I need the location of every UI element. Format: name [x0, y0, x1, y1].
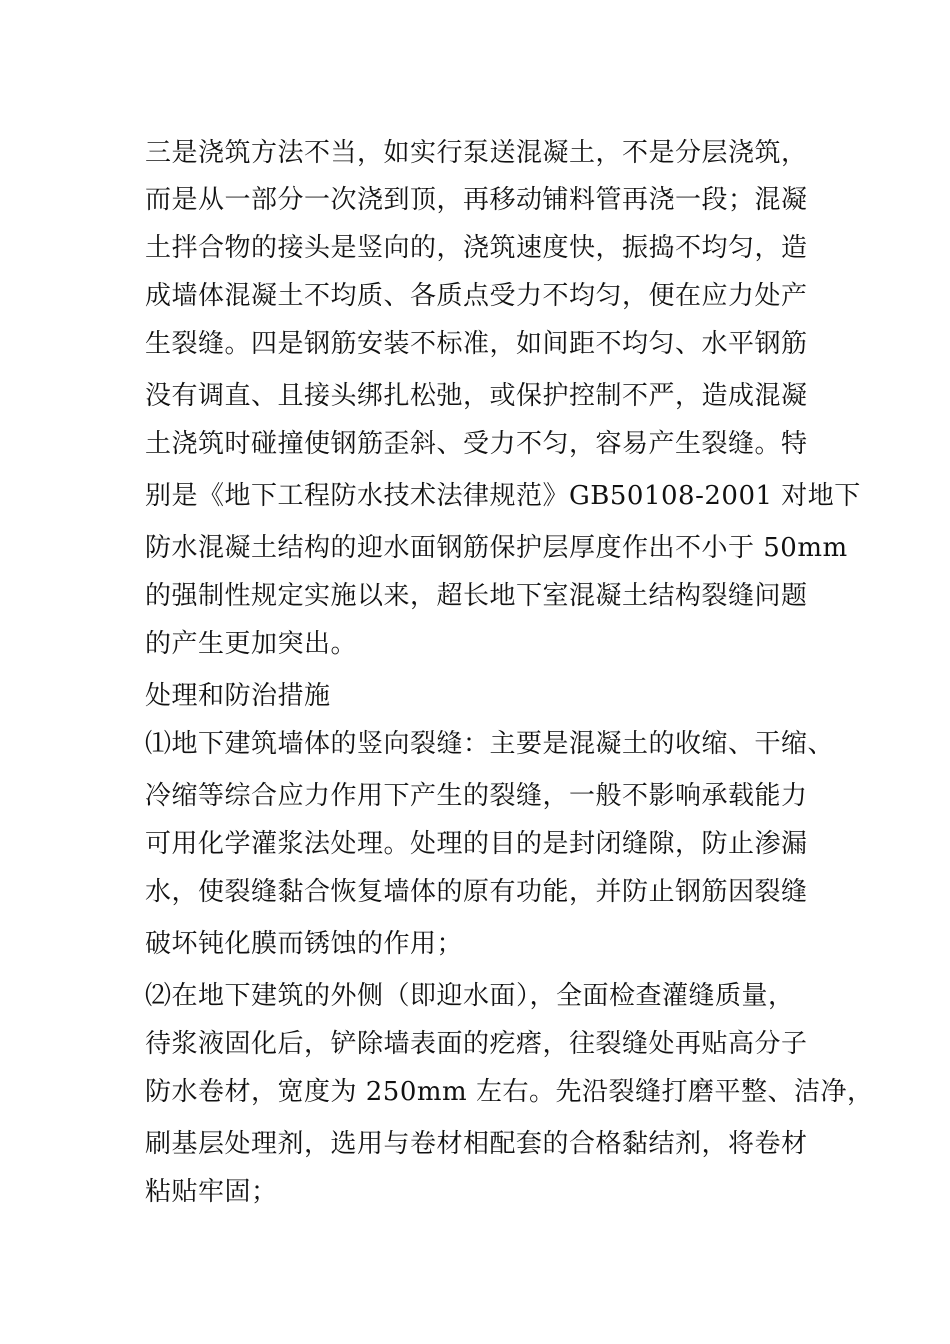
- text-line: 防水混凝土结构的迎水面钢筋保护层厚度作出不小于 50mm: [145, 533, 848, 563]
- text-line: 的产生更加突出。: [145, 629, 358, 659]
- section-heading: 处理和防治措施: [145, 681, 331, 711]
- text-line: 土拌合物的接头是竖向的，浇筑速度快，振捣不均匀，造: [145, 233, 808, 263]
- text-line: 待浆液固化后，铲除墙表面的疙瘩，往裂缝处再贴高分子: [145, 1029, 808, 1059]
- text-line: 三是浇筑方法不当，如实行泵送混凝土，不是分层浇筑，: [145, 138, 808, 168]
- text-line: 的强制性规定实施以来，超长地下室混凝土结构裂缝问题: [145, 581, 808, 611]
- text-line: 土浇筑时碰撞使钢筋歪斜、受力不匀，容易产生裂缝。特: [145, 429, 808, 459]
- text-line: 而是从一部分一次浇到顶，再移动铺料管再浇一段；混凝: [145, 185, 808, 215]
- text-line: 生裂缝。四是钢筋安装不标准，如间距不均匀、水平钢筋: [145, 329, 808, 359]
- text-line: 刷基层处理剂，选用与卷材相配套的合格黏结剂，将卷材: [145, 1129, 808, 1159]
- text-line: 可用化学灌浆法处理。处理的目的是封闭缝隙，防止渗漏: [145, 829, 808, 859]
- text-line: 破坏钝化膜而锈蚀的作用；: [145, 929, 464, 959]
- text-line: 防水卷材，宽度为 250mm 左右。先沿裂缝打磨平整、洁净，: [145, 1077, 874, 1107]
- text-line: 冷缩等综合应力作用下产生的裂缝，一般不影响承载能力: [145, 781, 808, 811]
- list-item-2: ⑵在地下建筑的外侧（即迎水面），全面检查灌缝质量，: [145, 981, 795, 1011]
- text-line: 粘贴牢固；: [145, 1177, 278, 1207]
- text-line: 水，使裂缝黏合恢复墙体的原有功能，并防止钢筋因裂缝: [145, 877, 808, 907]
- list-item-1: ⑴地下建筑墙体的竖向裂缝：主要是混凝土的收缩、干缩、: [145, 729, 835, 759]
- text-line: 成墙体混凝土不均质、各质点受力不均匀，便在应力处产: [145, 281, 808, 311]
- text-line: 没有调直、且接头绑扎松弛，或保护控制不严，造成混凝: [145, 381, 808, 411]
- text-line: 别是《地下工程防水技术法律规范》GB50108-2001 对地下: [145, 481, 861, 511]
